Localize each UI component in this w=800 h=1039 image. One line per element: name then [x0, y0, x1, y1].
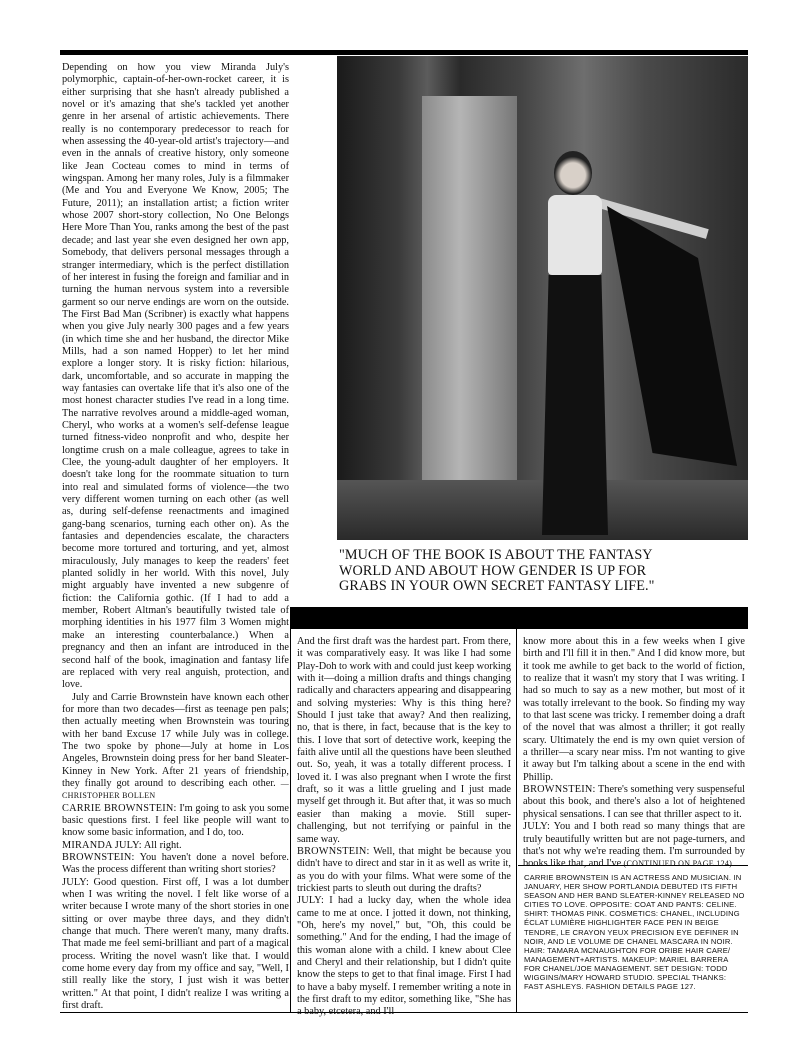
photo-door	[422, 96, 517, 540]
dialogue-paragraph	[297, 636, 511, 846]
dialogue-text: All right.	[141, 839, 182, 851]
dialogue-text: There's something very suspenseful about this book, and there's also a lot of heightened physical sensations. I can see that thriller aspect to it.	[523, 784, 745, 820]
article-column-3	[523, 636, 745, 870]
speaker-label: JULY:	[62, 876, 90, 888]
dialogue-col2	[297, 636, 511, 1019]
article-column-1	[62, 62, 289, 1010]
dialogue-paragraph	[523, 636, 745, 784]
dialogue-text: know more about this in a few weeks when I give birth and I'll fill it in then." And I did know more, but it took me awhile to get back to the world of fiction, to realize that it wasn't my story that I was writing. I had so much to say as a new mother, but most of it was totally irrelevant to the book. So finding my way to that last scene was tricky. I remember doing a draft of the novel that was almost a thriller; it got really scary. Ultimately the end is my own quiet version of a thriller—a scary near miss. I'm not wanting to give it away but I'm talking about a scene in the end with Phillip.	[523, 636, 745, 783]
column-divider-1	[290, 607, 291, 1013]
continued-note: (CONTINUED ON PAGE 124)	[621, 859, 733, 869]
dialogue-text: I had a lucky day, when the whole idea came to me at once. I jotted it down, not thinking, "Oh, here's my novel," but, "Oh, this could be something." And for the ending, I had the image of this woman alone with a child. I knew about Clee and Cheryl and their relationship, but I didn't quite know the steps to get to that final image. First I had to have a baby myself. I remember writing a note in the first draft to my editor, something like, "She has a baby, etcetera, and I'll	[297, 895, 511, 1018]
byline: —CHRISTOPHER BOLLEN	[62, 778, 289, 801]
mid-rule	[290, 607, 748, 629]
dialogue-paragraph	[62, 840, 289, 852]
speaker-label: MIRANDA JULY:	[62, 839, 142, 851]
dialogue-paragraph	[523, 784, 745, 821]
pull-quote	[337, 548, 750, 595]
portrait-photo	[337, 56, 748, 540]
speaker-label: BROWNSTEIN:	[297, 845, 370, 857]
pull-quote-line-1: "MUCH OF THE BOOK IS ABOUT THE FANTASY	[339, 547, 653, 563]
intro-paragraph: Depending on how you view Miranda July's polymorphic, captain-of-her-own-rocket career, it is either surprising that she hasn't already published a novel or it's amazing that she's tackled yet another genre in her arsenal of artistic achievements. There really is no contemporary predecessor to reach for when assessing the 40-year-old artist's trajectory—and even in the annals of creative history, only someone like Jean Cocteau comes to mind in terms of wingspan. Among her many roles, July is a filmmaker (Me and You and Everyone We Know, 2005; The Future, 2011); an installation artist; a fiction writer whose 2007 short-story collection, No One Belongs Here More Than You, ranks among the best of the past decade; and last year she even designed her own app, Somebody, that delivers personal messages through a stranger intermediary, which is the perfect distillation of her interest in fusing the foreign and familiar and in turning the human nervous system into a reversible garment so our nerve endings are worn on the outside. The First Bad Man (Scribner) is exactly what happens when you give July nearly 300 pages and a few years (in which time she and her husband, the director Mike Mills, had a son named Hopper) to let her mind explore a longer story. It is risky fiction: hilarious, dark, uncomfortable, and so accurate in mapping the way fantasies can overtake life that it's also one of the most honest character studies I've read in a long time. The narrative revolves around a middle-aged woman, Cheryl, who works at a women's self-defense league turned fitness-video nonprofit and who, despite her longtime crush on a male colleague, agrees to take in Clee, the young-adult daughter of her employers. It doesn't take long for the roommate situation to turn into real and simulated forms of violence—the two very different women turning on each other (as well as, during self-defense reenactments and imagined gang-bang scenarios, turning each other on). As the fantasies and dependencies escalate, the characters become more tortured and torturing, and yet, almost miraculously, July manages to keep the readers' feet planted solidly in her world. With this novel, July might arguably have invented a new subgenre of fiction: the California gothic. (If I had to add a member, Robert Altman's beautifully twisted tale of morphing identities in his 1977 film 3 Women might make an interesting counterbalance.) When a pregnancy and then an infant are introduced in the second half of the book, imagination and fantasy life are replaced with very real anguish, protection, and love.	[62, 62, 289, 691]
speaker-label: CARRIE BROWNSTEIN:	[62, 802, 177, 814]
photo-coat	[607, 206, 737, 466]
dialogue-paragraph	[297, 895, 511, 1018]
photo-shirt	[548, 195, 602, 275]
top-rule	[60, 50, 748, 55]
photo-figure	[542, 151, 612, 536]
dialogue-paragraph	[62, 803, 289, 840]
dialogue-paragraph	[62, 877, 289, 1013]
pull-quote-line-2: WORLD AND ABOUT HOW GENDER IS UP FOR	[339, 562, 647, 579]
article-column-2	[297, 636, 511, 1018]
speaker-label: BROWNSTEIN:	[62, 852, 135, 863]
speaker-label: JULY:	[297, 895, 325, 907]
photo-skirt	[542, 275, 608, 535]
dialogue-paragraph	[297, 846, 511, 895]
dialogue-col3	[523, 636, 745, 871]
photo-head	[554, 151, 592, 195]
dialogue-text: And the first draft was the hardest part. From there, it was comparatively easy. It was like I had some Play-Doh to work with and could just keep working with it—doing a million drafts and things changing radically and characters appearing and disappearing and solving mysteries: Why is this thing here? Should I just take that away? And then realizing, no, that is there, in fact, because that is the key to this. I love that sort of detective work, keeping the faith alive until all the questions have been sleuthed out. So, yeah, it was a totally different process. I loved it. I was also pregnant when I wrote the first draft, so it was a little grueling and I just made myself get through it. But after that, it was so much easier than making a movie. Still super-challenging, but not terrifying or painful in the same way.	[297, 636, 511, 845]
intro-paragraph-2-text: July and Carrie Brownstein have known each other for more than two decades—first as teenage pen pals; then actually meeting when Brownstein was touring with her band Excuse 17 while July was in college. The two spoke by phone—July at home in Los Angeles, Brownstein doing press for her band Sleater-Kinney in New York. After 21 years of friendship, they finally got around to describing each other.	[62, 691, 289, 789]
dialogue-text: Well, that might be because you didn't have to direct and star in it as well as write it, as you do with your films. What were some of the trickiest parts to sleuth out during the drafts?	[297, 845, 511, 894]
dialogue-col1	[62, 803, 289, 1013]
column-divider-2	[516, 629, 517, 1013]
speaker-label: JULY:	[523, 821, 551, 833]
photo-credit: CARRIE BROWNSTEIN IS AN ACTRESS AND MUSICIAN. IN JANUARY, HER SHOW PORTLANDIA DEBUTED ITS FIFTH SEASON AND HER BAND SLEATER-KINNEY RELEASED NO CITIES TO LOVE. OPPOSITE: COAT AND PANTS: CELINE. SHIRT: THOMAS PINK. COSMETICS: CHANEL, INCLUDING ÉCLAT LUMIÈRE HIGHLIGHTER FACE PEN IN BEIGE TENDRE, LE CRAYON YEUX PRECISION EYE DEFINER IN NOIR, AND LE VOLUME DE CHANEL MASCARA IN NOIR. HAIR: TAMARA MCNAUGHTON FOR ORIBE HAIR CARE/ MANAGEMENT+ARTISTS. MAKEUP: MARIEL BARRERA FOR CHANEL/JOE MANAGEMENT. SET DESIGN: TODD WIGGINS/MARY HOWARD STUDIO. SPECIAL THANKS: FAST ASHLEYS. FASHION DETAILS PAGE 127.	[524, 873, 745, 992]
dialogue-text: You haven't done a novel before. Was the process different than writing short stories?	[62, 852, 289, 876]
dialogue-text: You and I both read so many things that are truly beautifully written but are not page-turners, and that's not why we're reading them. I'm surrounded by books like that, and I've	[523, 821, 745, 870]
dialogue-paragraph	[523, 821, 745, 870]
pull-quote-line-3: GRABS IN YOUR OWN SECRET FANTASY LIFE."	[339, 578, 655, 594]
dialogue-text: I'm going to ask you some basic questions first. I feel like people will want to know some basic information, and I do, too.	[62, 802, 290, 839]
speaker-label: BROWNSTEIN:	[523, 784, 596, 796]
dialogue-paragraph	[62, 852, 289, 877]
intro-paragraph-2	[62, 692, 289, 803]
dialogue-text: Good question. First off, I was a lot dumber when I was writing the novel. I felt like worse of a writer because I wrote many of the short stories in one sitting or over maybe three days, and they didn't change that much. There weren't many, many drafts. That made me feel semi-brilliant and part of a magical process. Writing the novel wasn't like that. I would come home every day from my office and say, "Well, I still really like the story, I just wish it was better written." At that point, I didn't realize I was writing a first draft.	[62, 876, 289, 1012]
